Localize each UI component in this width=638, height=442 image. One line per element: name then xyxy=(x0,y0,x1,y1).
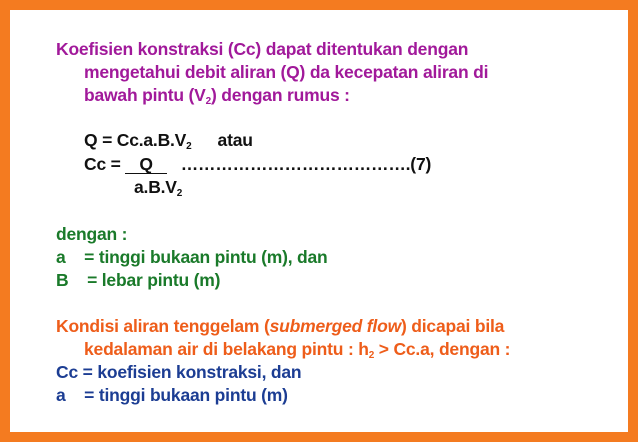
intro-line-2: mengetahui debit aliran (Q) da kecepatan aliran di xyxy=(84,62,489,82)
condition-line-2: kedalaman air di belakang pintu : $h_2 > Cc.a$, dengan : xyxy=(84,339,511,361)
intro-line-3: bawah pintu $(V_2)$ dengan rumus : xyxy=(84,85,350,107)
intro-line-1: Koefisien konstraksi (Cc) dapat ditentukan dengan xyxy=(56,39,469,59)
fraction-denominator: $a.B.V_2$ xyxy=(134,177,183,199)
definition-cc: Cc = koefisien konstraksi, dan xyxy=(56,362,302,382)
fraction-numerator: Q xyxy=(125,156,166,174)
definition-a-2: a = tinggi bukaan pintu (m) xyxy=(56,385,288,405)
definition-a: a = tinggi bukaan pintu (m), dan xyxy=(56,247,328,267)
formula-equation-2: Cc = Q ………………………………….(7) xyxy=(84,154,432,174)
condition-line-1: Kondisi aliran tenggelam (submerged flow) dicapai bila xyxy=(56,316,505,336)
formula-equation-1: $Q = Cc.a.B.V_2$ atau xyxy=(84,130,253,152)
definition-b: B = lebar pintu (m) xyxy=(56,270,221,290)
definitions-heading: dengan : xyxy=(56,224,128,244)
